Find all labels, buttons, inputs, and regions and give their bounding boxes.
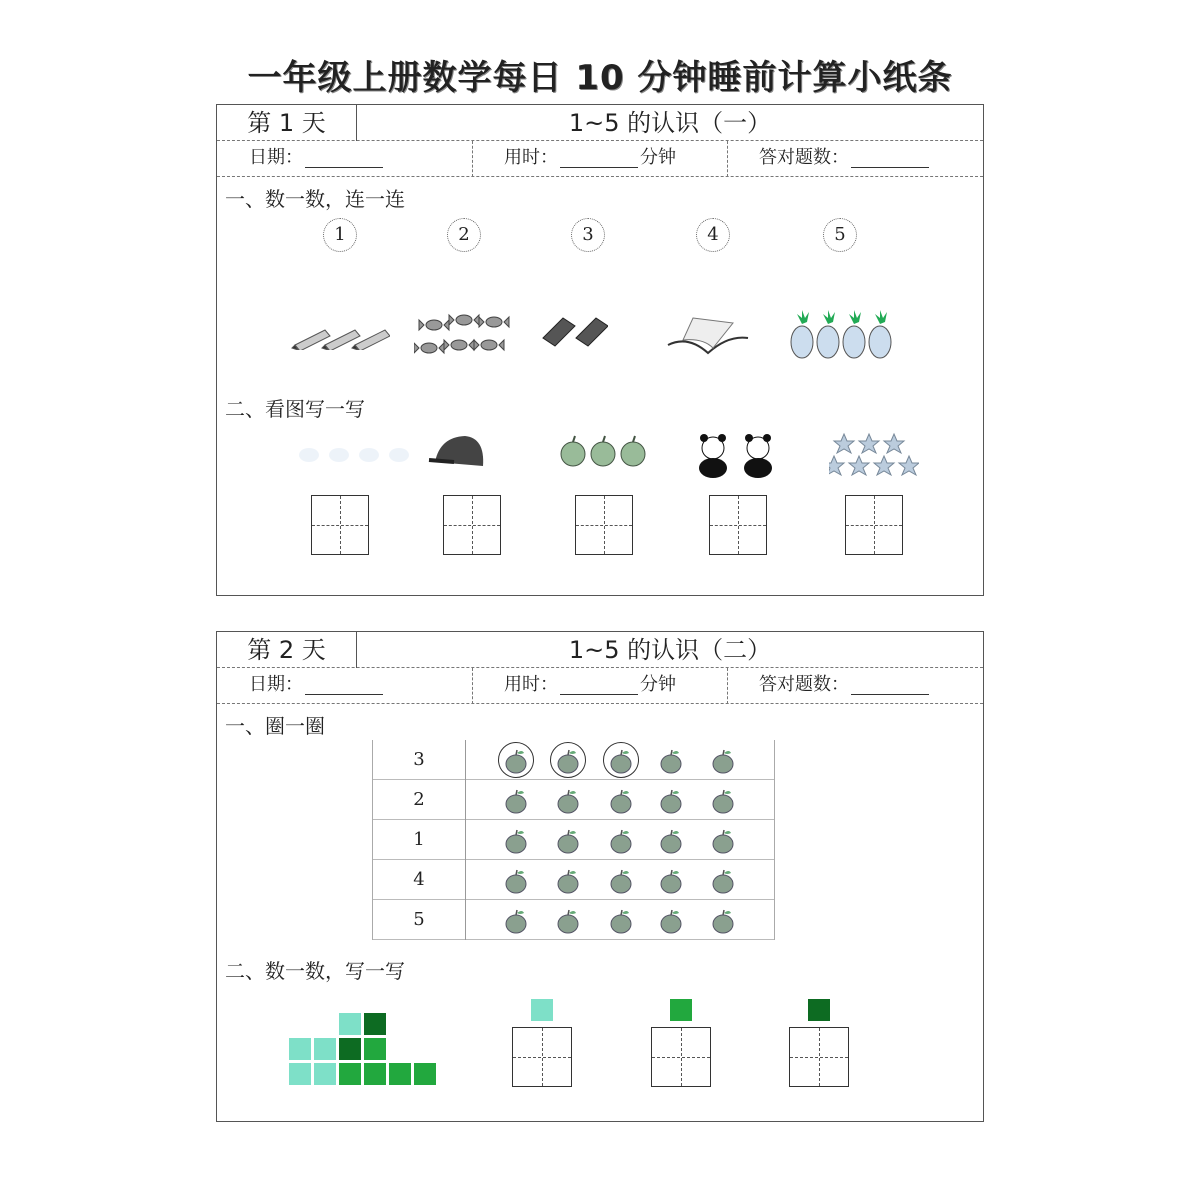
apple-icon[interactable] [556, 828, 580, 854]
dark-block [808, 999, 830, 1021]
writing-box[interactable] [443, 495, 501, 555]
medium-block [339, 1063, 361, 1085]
time-field[interactable] [504, 141, 676, 177]
date-field[interactable] [249, 668, 385, 704]
apple-icon[interactable] [711, 828, 735, 854]
time-field[interactable] [504, 668, 676, 704]
medium-block [364, 1063, 386, 1085]
time-label: 用时： [504, 674, 558, 695]
time-label: 用时： [504, 147, 558, 168]
birds-icon [295, 430, 415, 474]
table-row [373, 860, 774, 900]
writing-box[interactable] [845, 495, 903, 555]
correct-field[interactable] [759, 668, 931, 704]
pandas-icon [693, 430, 783, 484]
date-label: 日期： [249, 674, 303, 695]
time-unit: 分钟 [640, 674, 676, 695]
table-row [373, 820, 774, 860]
apple-icon[interactable] [504, 788, 528, 814]
apple-icon[interactable] [504, 908, 528, 934]
apple-icon[interactable] [556, 788, 580, 814]
correct-field[interactable] [759, 141, 931, 177]
number-circle[interactable]: 1 [323, 218, 357, 252]
apple-icon[interactable] [659, 788, 683, 814]
apple-icon[interactable] [711, 868, 735, 894]
section-heading: 二、看图写一写 [225, 397, 365, 421]
time-unit: 分钟 [640, 147, 676, 168]
table-row [373, 900, 774, 940]
number-circle[interactable]: 2 [447, 218, 481, 252]
pineapples-icon[interactable] [790, 310, 895, 364]
section-heading: 二、数一数，写一写 [225, 959, 405, 983]
light-block [289, 1038, 311, 1060]
day-label: 第 2 天 [217, 632, 357, 668]
dark-block [364, 1013, 386, 1035]
apple-icon[interactable] [711, 908, 735, 934]
writing-box[interactable] [575, 495, 633, 555]
light-block [314, 1038, 336, 1060]
light-block [339, 1013, 361, 1035]
apple-icon[interactable] [711, 788, 735, 814]
section-heading: 一、圈一圈 [225, 714, 325, 738]
table-row [373, 780, 774, 820]
circle-table [372, 740, 775, 940]
apple-icon[interactable] [711, 748, 735, 774]
correct-label: 答对题数： [759, 147, 849, 168]
number-circle[interactable]: 5 [823, 218, 857, 252]
medium-block [414, 1063, 436, 1085]
drawn-circle [603, 742, 639, 778]
light-block [289, 1063, 311, 1085]
writing-box[interactable] [311, 495, 369, 555]
date-label: 日期： [249, 147, 303, 168]
writing-box[interactable] [651, 1027, 711, 1087]
writing-box[interactable] [789, 1027, 849, 1087]
apple-icon[interactable] [504, 828, 528, 854]
medium-block [364, 1038, 386, 1060]
apple-icon[interactable] [609, 788, 633, 814]
lesson-title: 1~5 的认识（一） [568, 109, 772, 137]
row-number: 1 [373, 820, 466, 860]
day-label: 第 1 天 [217, 105, 357, 141]
apple-icon[interactable] [659, 868, 683, 894]
date-field[interactable] [249, 141, 385, 177]
drawn-circle [550, 742, 586, 778]
worksheet-title: 一年级上册数学每日 10 分钟睡前计算小纸条 [247, 58, 953, 98]
correct-label: 答对题数： [759, 674, 849, 695]
row-number: 5 [373, 900, 466, 940]
row-number: 3 [373, 740, 466, 780]
candies-icon[interactable] [414, 310, 514, 364]
writing-box[interactable] [709, 495, 767, 555]
drawn-circle [498, 742, 534, 778]
apple-icon[interactable] [659, 748, 683, 774]
number-circle[interactable]: 4 [696, 218, 730, 252]
lesson-title: 1~5 的认识（二） [568, 636, 772, 664]
light-block [531, 999, 553, 1021]
apple-icon[interactable] [556, 868, 580, 894]
apple-icon[interactable] [609, 828, 633, 854]
row-number: 2 [373, 780, 466, 820]
apple-icon[interactable] [504, 868, 528, 894]
table-row [373, 740, 774, 780]
number-circle[interactable]: 3 [571, 218, 605, 252]
writing-box[interactable] [512, 1027, 572, 1087]
apple-icon[interactable] [609, 868, 633, 894]
apple-icon[interactable] [556, 908, 580, 934]
pencils-icon[interactable] [290, 310, 390, 354]
cap-icon [427, 430, 487, 474]
apple-icon[interactable] [659, 828, 683, 854]
apple-icon[interactable] [609, 908, 633, 934]
section-heading: 一、数一数，连一连 [225, 187, 405, 211]
row-number: 4 [373, 860, 466, 900]
light-block [314, 1063, 336, 1085]
book-icon[interactable] [663, 310, 753, 364]
medium-block [389, 1063, 411, 1085]
medium-block [670, 999, 692, 1021]
dark-block [339, 1038, 361, 1060]
apple-icon[interactable] [659, 908, 683, 934]
apples-icon [559, 430, 649, 474]
erasers-icon[interactable] [538, 310, 608, 354]
stars-icon [829, 430, 919, 484]
